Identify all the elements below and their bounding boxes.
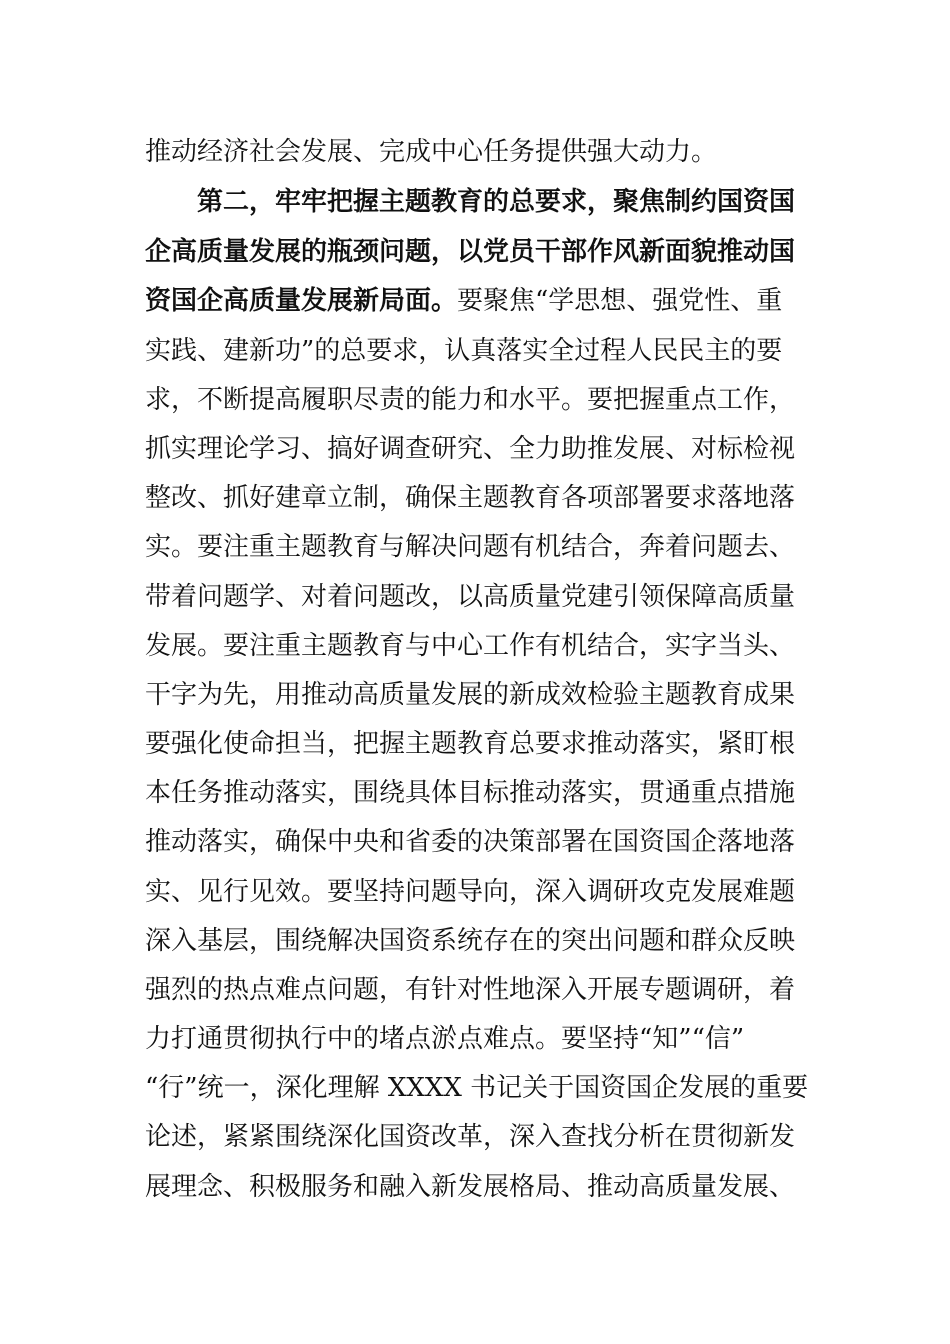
paragraph-line: 深入基层，围绕解决国资系统存在的突出问题和群众反映	[145, 926, 796, 956]
paragraph-line: 实。要注重主题教育与解决问题有机结合，奔着问题去、	[145, 532, 796, 562]
paragraph-line: 论述，紧紧围绕深化国资改革，深入查找分析在贯彻新发	[145, 1122, 796, 1152]
paragraph-line: 发展。要注重主题教育与中心工作有机结合，实字当头、	[145, 631, 796, 661]
paragraph-line-start: 要聚焦“学思想、强党性、重	[457, 286, 783, 316]
paragraph-line: “行”统一，深化理解 XXXX 书记关于国资国企发展的重要	[145, 1073, 809, 1103]
paragraph-line: 要强化使命担当，把握主题教育总要求推动落实，紧盯根	[145, 729, 796, 759]
paragraph-line: 强烈的热点难点问题，有针对性地深入开展专题调研，着	[145, 975, 796, 1005]
paragraph-line: 干字为先，用推动高质量发展的新成效检验主题教育成果	[145, 680, 796, 710]
paragraph-line: 整改、抓好建章立制，确保主题教育各项部署要求落地落	[145, 483, 796, 513]
paragraph-line: 本任务推动落实，围绕具体目标推动落实，贯通重点措施	[145, 778, 796, 808]
heading-line: 第二，牢牢把握主题教育的总要求，聚焦制约国资国	[197, 187, 796, 217]
paragraph-line	[145, 277, 815, 325]
paragraph-line: 求，不断提高履职尽责的能力和水平。要把握重点工作，	[145, 385, 796, 415]
paragraph-line: 实践、建新功”的总要求，认真落实全过程人民民主的要	[145, 336, 783, 366]
paragraph-line: 力打通贯彻执行中的堵点淤点难点。要坚持“知”“信”	[145, 1024, 745, 1054]
heading-line: 企高质量发展的瓶颈问题，以党员干部作风新面貌推动国	[145, 237, 796, 267]
paragraph-line: 带着问题学、对着问题改，以高质量党建引领保障高质量	[145, 582, 796, 612]
paragraph-line: 实、见行见效。要坚持问题导向，深入调研攻克发展难题	[145, 877, 796, 907]
paragraph-line: 推动落实，确保中央和省委的决策部署在国资国企落地落	[145, 827, 796, 857]
paragraph-line: 推动经济社会发展、完成中心任务提供强大动力。	[145, 137, 718, 167]
heading-line-end: 资国企高质量发展新局面。	[145, 286, 458, 316]
paragraph-line: 抓实理论学习、搞好调查研究、全力助推发展、对标检视	[145, 434, 796, 464]
paragraph-line: 展理念、积极服务和融入新发展格局、推动高质量发展、	[145, 1172, 796, 1202]
